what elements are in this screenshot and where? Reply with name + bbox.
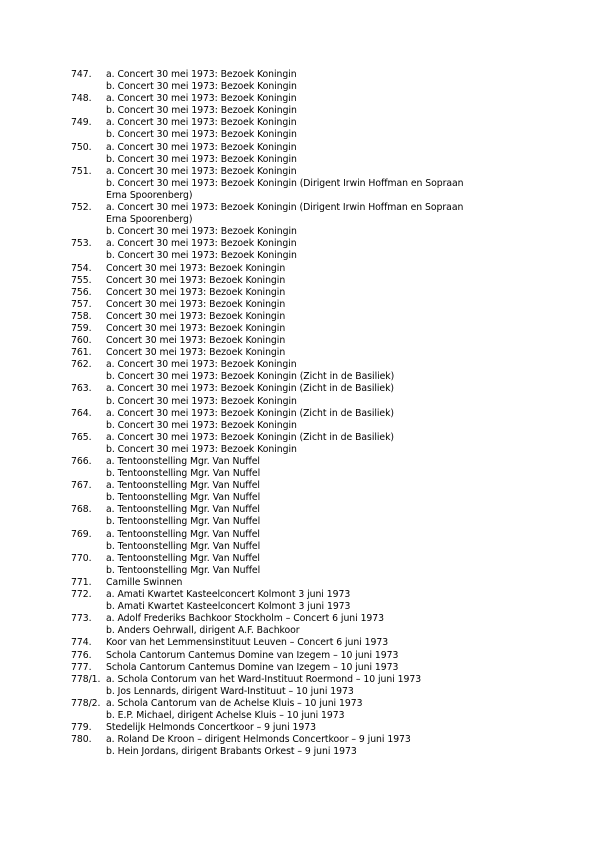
list-item — [0, 93, 595, 105]
list-item — [0, 746, 595, 758]
list-item — [0, 722, 595, 734]
entry-text: Erna Spoorenberg) — [106, 214, 193, 226]
entry-number: 780. — [71, 734, 92, 746]
entry-text: a. Concert 30 mei 1973: Bezoek Koningin (Dirigent Irwin Hoffman en Sopraan — [106, 202, 464, 214]
entry-number: 767. — [71, 480, 92, 492]
entry-number: 757. — [71, 298, 92, 310]
entry-text: b. Concert 30 mei 1973: Bezoek Koningin — [106, 419, 297, 431]
entry-text: b. Amati Kwartet Kasteelconcert Kolmont 3 juni 1973 — [106, 601, 351, 613]
entry-number: 772. — [71, 589, 92, 601]
list-item — [0, 504, 595, 516]
entry-number: 751. — [71, 165, 92, 177]
entry-number: 755. — [71, 274, 92, 286]
entry-text: b. Concert 30 mei 1973: Bezoek Koningin — [106, 105, 297, 117]
entry-text: b. Tentoonstelling Mgr. Van Nuffel — [106, 492, 261, 504]
entry-text: Concert 30 mei 1973: Bezoek Koningin — [106, 322, 286, 334]
entry-text: Schola Cantorum Cantemus Domine van Izegem – 10 juni 1973 — [106, 661, 399, 673]
list-item — [0, 637, 595, 649]
entry-number: 748. — [71, 93, 92, 105]
entry-number: 750. — [71, 141, 92, 153]
entry-number: 779. — [71, 722, 92, 734]
entry-text: b. Concert 30 mei 1973: Bezoek Koningin — [106, 129, 297, 141]
entry-text: b. Concert 30 mei 1973: Bezoek Koningin — [106, 153, 297, 165]
list-item — [0, 444, 595, 456]
entry-number: 770. — [71, 552, 92, 564]
list-item — [0, 117, 595, 129]
entry-number: 766. — [71, 456, 92, 467]
list-item — [0, 383, 595, 395]
entry-text: a. Concert 30 mei 1973: Bezoek Koningin — [106, 93, 297, 105]
entry-text: a. Tentoonstelling Mgr. Van Nuffel — [106, 456, 260, 467]
entry-text: Concert 30 mei 1973: Bezoek Koningin — [106, 298, 286, 310]
entry-text: Concert 30 mei 1973: Bezoek Koningin — [106, 262, 286, 274]
entry-number: 774. — [71, 637, 92, 649]
list-item — [0, 371, 595, 383]
list-item — [0, 226, 595, 238]
list-item — [0, 553, 595, 565]
entry-text: b. Concert 30 mei 1973: Bezoek Koningin — [106, 395, 297, 407]
entry-number: 763. — [71, 383, 92, 395]
list-item — [0, 492, 595, 504]
list-item — [0, 686, 595, 698]
entry-text: b. Concert 30 mei 1973: Bezoek Koningin (Zicht in de Basiliek) — [106, 371, 395, 383]
list-item — [0, 105, 595, 117]
list-item — [0, 69, 595, 81]
list-item — [0, 541, 595, 553]
entry-number: 778/2. — [71, 697, 101, 709]
catalog-list — [0, 69, 595, 758]
entry-number: 776. — [71, 649, 92, 661]
list-item — [0, 311, 595, 323]
list-item — [0, 613, 595, 625]
list-item — [0, 287, 595, 299]
entry-text: b. Jos Lennards, dirigent Ward-Instituut – 10 juni 1973 — [106, 685, 354, 697]
entry-text: Concert 30 mei 1973: Bezoek Koningin — [106, 347, 286, 359]
list-item — [0, 468, 595, 480]
entry-text: b. Tentoonstelling Mgr. Van Nuffel — [106, 468, 261, 480]
entry-text: a. Concert 30 mei 1973: Bezoek Koningin — [106, 117, 297, 129]
entry-text: b. Anders Oehrwall, dirigent A.F. Bachkoor — [106, 625, 300, 637]
entry-text: a. Concert 30 mei 1973: Bezoek Koningin — [106, 141, 297, 153]
entry-number: 759. — [71, 322, 92, 334]
entry-text: a. Tentoonstelling Mgr. Van Nuffel — [106, 528, 260, 540]
entry-number: 765. — [71, 431, 92, 443]
entry-text: b. Concert 30 mei 1973: Bezoek Koningin — [106, 250, 297, 262]
entry-text: b. Hein Jordans, dirigent Brabants Orkest – 9 juni 1973 — [106, 746, 357, 758]
entry-text: a. Concert 30 mei 1973: Bezoek Koningin (Zicht in de Basiliek) — [106, 407, 395, 419]
entry-number: 778/1. — [71, 673, 101, 685]
list-item — [0, 347, 595, 359]
list-item — [0, 734, 595, 746]
entry-text: a. Schola Contorum van het Ward-Instituut Roermond – 10 juni 1973 — [106, 673, 422, 685]
entry-text: a. Adolf Frederiks Bachkoor Stockholm – Concert 6 juni 1973 — [106, 613, 385, 625]
entry-text: b. Concert 30 mei 1973: Bezoek Koningin — [106, 226, 297, 238]
entry-text: a. Tentoonstelling Mgr. Van Nuffel — [106, 480, 260, 492]
list-item — [0, 154, 595, 166]
list-item — [0, 178, 595, 190]
list-item — [0, 359, 595, 371]
entry-text: a. Concert 30 mei 1973: Bezoek Koningin (Zicht in de Basiliek) — [106, 431, 395, 443]
entry-text: b. E.P. Michael, dirigent Achelse Kluis – 10 juni 1973 — [106, 709, 345, 721]
list-item — [0, 214, 595, 226]
entry-number: 753. — [71, 238, 92, 250]
list-item — [0, 480, 595, 492]
list-item — [0, 625, 595, 637]
entry-number: 769. — [71, 528, 92, 540]
entry-text: a. Roland De Kroon – dirigent Helmonds Concertkoor – 9 juni 1973 — [106, 734, 411, 746]
entry-number: 758. — [71, 310, 92, 322]
list-item — [0, 601, 595, 613]
list-item — [0, 432, 595, 444]
entry-text: Concert 30 mei 1973: Bezoek Koningin — [106, 335, 286, 347]
entry-text: a. Concert 30 mei 1973: Bezoek Koningin (Zicht in de Basiliek) — [106, 383, 395, 395]
list-item — [0, 323, 595, 335]
list-item — [0, 81, 595, 93]
entry-number: 764. — [71, 407, 92, 419]
list-item — [0, 190, 595, 202]
entry-number: 762. — [71, 359, 92, 371]
list-item — [0, 529, 595, 541]
list-item — [0, 263, 595, 275]
list-item — [0, 650, 595, 662]
list-item — [0, 589, 595, 601]
list-item — [0, 456, 595, 468]
entry-number: 768. — [71, 504, 92, 516]
entry-number: 756. — [71, 286, 92, 298]
list-item — [0, 565, 595, 577]
entry-text: Erna Spoorenberg) — [106, 189, 193, 201]
entry-text: a. Concert 30 mei 1973: Bezoek Koningin — [106, 69, 297, 80]
entry-number: 761. — [71, 347, 92, 359]
entry-text: a. Tentoonstelling Mgr. Van Nuffel — [106, 504, 260, 516]
entry-number: 752. — [71, 202, 92, 214]
list-item — [0, 674, 595, 686]
list-item — [0, 129, 595, 141]
entry-text: a. Tentoonstelling Mgr. Van Nuffel — [106, 552, 260, 564]
entry-text: Koor van het Lemmensinstituut Leuven – Concert 6 juni 1973 — [106, 637, 389, 649]
list-item — [0, 299, 595, 311]
list-item — [0, 166, 595, 178]
list-item — [0, 420, 595, 432]
list-item — [0, 516, 595, 528]
list-item — [0, 396, 595, 408]
entry-text: Schola Cantorum Cantemus Domine van Izegem – 10 juni 1973 — [106, 649, 399, 661]
entry-number: 747. — [71, 69, 92, 80]
list-item — [0, 710, 595, 722]
entry-number: 777. — [71, 661, 92, 673]
entry-number: 771. — [71, 576, 92, 588]
list-item — [0, 142, 595, 154]
list-item — [0, 662, 595, 674]
entry-text: b. Tentoonstelling Mgr. Van Nuffel — [106, 540, 261, 552]
entry-text: a. Concert 30 mei 1973: Bezoek Koningin — [106, 359, 297, 371]
list-item — [0, 202, 595, 214]
entry-number: 773. — [71, 613, 92, 625]
list-item — [0, 275, 595, 287]
entry-text: Camille Swinnen — [106, 576, 183, 588]
entry-text: b. Concert 30 mei 1973: Bezoek Koningin — [106, 443, 297, 455]
entry-text: b. Tentoonstelling Mgr. Van Nuffel — [106, 516, 261, 528]
entry-text: Concert 30 mei 1973: Bezoek Koningin — [106, 274, 286, 286]
entry-text: b. Tentoonstelling Mgr. Van Nuffel — [106, 564, 261, 576]
entry-number: 754. — [71, 262, 92, 274]
entry-text: b. Concert 30 mei 1973: Bezoek Koningin (Dirigent Irwin Hoffman en Sopraan — [106, 177, 464, 189]
list-item — [0, 238, 595, 250]
entry-text: a. Concert 30 mei 1973: Bezoek Koningin — [106, 165, 297, 177]
entry-number: 749. — [71, 117, 92, 129]
list-item — [0, 577, 595, 589]
entry-text: Concert 30 mei 1973: Bezoek Koningin — [106, 310, 286, 322]
list-item — [0, 250, 595, 262]
list-item — [0, 408, 595, 420]
list-item — [0, 698, 595, 710]
entry-text: Stedelijk Helmonds Concertkoor – 9 juni 1973 — [106, 722, 317, 734]
entry-text: a. Concert 30 mei 1973: Bezoek Koningin — [106, 238, 297, 250]
entry-text: a. Amati Kwartet Kasteelconcert Kolmont 3 juni 1973 — [106, 589, 351, 601]
entry-text: a. Schola Cantorum van de Achelse Kluis – 10 juni 1973 — [106, 697, 363, 709]
entry-number: 760. — [71, 335, 92, 347]
entry-text: Concert 30 mei 1973: Bezoek Koningin — [106, 286, 286, 298]
list-item — [0, 335, 595, 347]
entry-text: b. Concert 30 mei 1973: Bezoek Koningin — [106, 81, 297, 93]
